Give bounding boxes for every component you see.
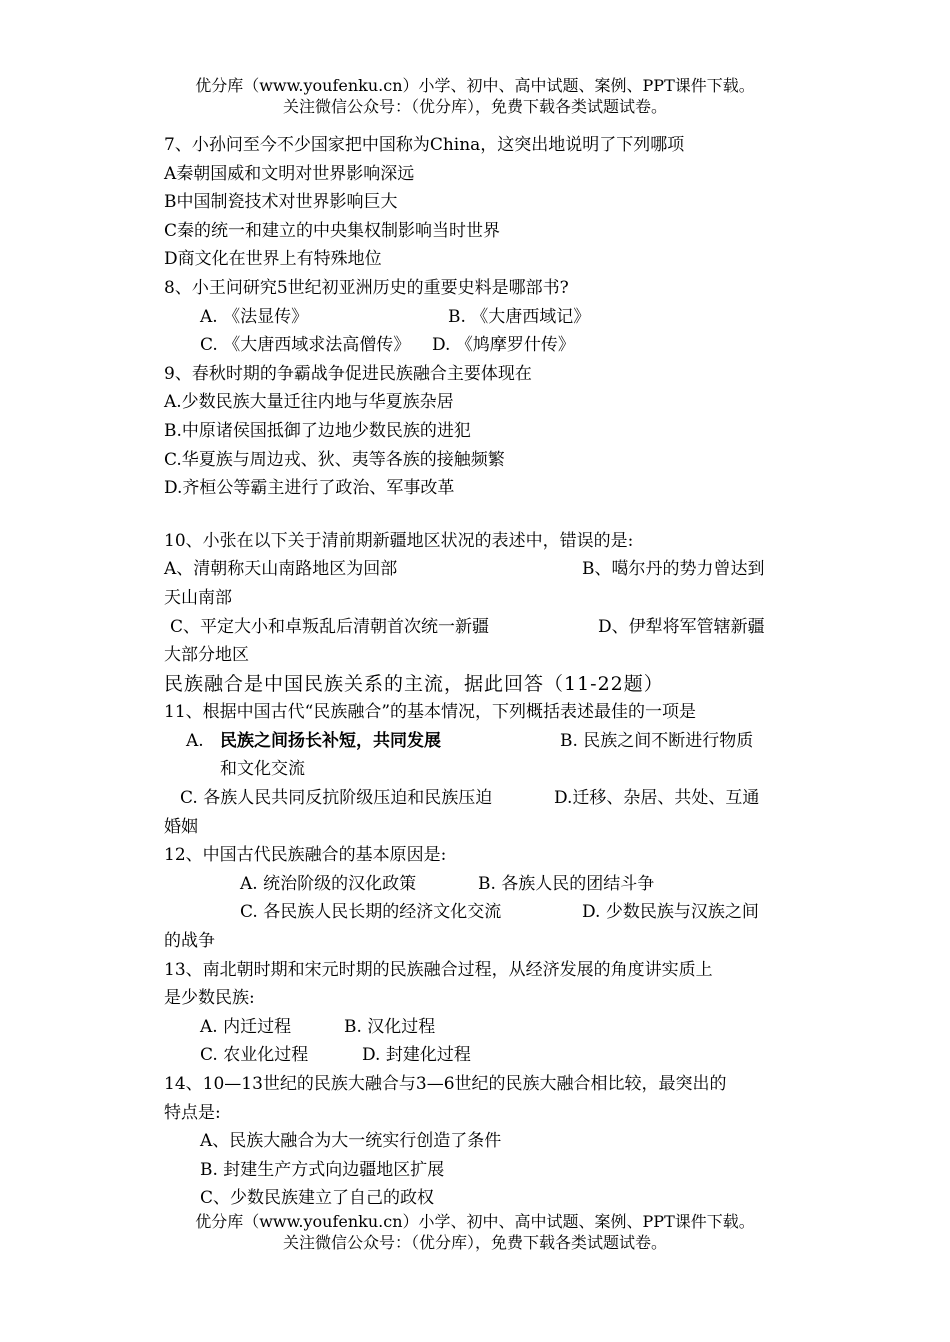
q9-option-c: C.华夏族与周边戎、狄、夷等各族的接触频繁 — [164, 449, 505, 470]
q14-option-b: B. 封建生产方式向边疆地区扩展 — [200, 1159, 445, 1180]
q8-options-row-1 — [164, 303, 790, 332]
q12-option-b: B. 各族人民的团结斗争 — [478, 873, 655, 894]
q8-option-a: A. 《法显传》 — [200, 306, 309, 327]
q12-option-d-continued: 的战争 — [164, 931, 215, 952]
q11-option-b-continued: 和文化交流 — [220, 759, 305, 780]
q10-option-b-continued: 天山南部 — [164, 587, 232, 608]
q14-option-a: A、民族大融合为大一统实行创造了条件 — [200, 1131, 502, 1152]
q10-stem: 10、小张在以下关于清前期新疆地区状况的表述中，错误的是: — [164, 530, 634, 551]
q12-option-d: D. 少数民族与汉族之间 — [582, 902, 759, 923]
q11-option-d-continued: 婚姻 — [164, 816, 198, 837]
q11-options-row-2 — [164, 784, 790, 813]
q11-option-b-continued-row — [164, 755, 790, 784]
q12-option-c: C. 各民族人民长期的经济文化交流 — [240, 902, 502, 923]
q8-stem: 8、小王问研究5世纪初亚洲历史的重要史料是哪部书? — [164, 277, 569, 298]
section-heading: 民族融合是中国民族关系的主流，据此回答（11-22题） — [164, 672, 664, 695]
q7-option-b: B中国制瓷技术对世界影响巨大 — [164, 192, 398, 213]
header-line-1: 优分库（www.youfenku.cn）小学、初中、高中试题、案例、PPT课件下载。 — [195, 76, 755, 95]
q8-option-b: B. 《大唐西域记》 — [448, 306, 591, 327]
q13-options-row-1 — [164, 1013, 790, 1042]
q13-option-d: D. 封建化过程 — [362, 1045, 471, 1066]
footer-line-2: 关注微信公众号：（优分库），免费下载各类试题试卷。 — [282, 1233, 667, 1252]
q14-option-c: C、少数民族建立了自己的政权 — [200, 1188, 435, 1209]
q14-option-c-row — [164, 1184, 790, 1213]
q10-option-b: B、噶尔丹的势力曾达到 — [582, 559, 765, 580]
q11-options-row-1 — [164, 727, 790, 756]
spacer — [164, 503, 790, 527]
q7-stem: 7、小孙问至今不少国家把中国称为China，这突出地说明了下列哪项 — [164, 135, 685, 155]
q11-option-d: D.迁移、杂居、共处、互通 — [554, 788, 760, 809]
q12-options-row-2 — [164, 898, 790, 927]
q8-option-c: C. 《大唐西域求法高僧传》 — [200, 335, 411, 356]
q14-option-a-row — [164, 1127, 790, 1156]
q10-options-row-2 — [164, 613, 790, 642]
q12-option-a: A. 统治阶级的汉化政策 — [240, 873, 417, 894]
q14-stem-line-2: 特点是: — [164, 1102, 221, 1123]
q7-option-d: D商文化在世界上有特殊地位 — [164, 249, 382, 270]
q11-option-b: B. 民族之间不断进行物质 — [560, 730, 754, 751]
question-content — [164, 131, 790, 1213]
q11-option-a-label: A. — [186, 730, 204, 751]
q10-option-d-continued: 大部分地区 — [164, 645, 249, 666]
header-line-2: 关注微信公众号：（优分库），免费下载各类试题试卷。 — [282, 97, 667, 116]
q13-stem-line-1: 13、南北朝时期和宋元时期的民族融合过程，从经济发展的角度讲实质上 — [164, 959, 713, 980]
q13-option-b: B. 汉化过程 — [344, 1016, 436, 1037]
q7-option-a: A秦朝国威和文明对世界影响深远 — [164, 163, 415, 184]
q9-option-b: B.中原诸侯国抵御了边地少数民族的进犯 — [164, 420, 471, 441]
q11-stem: 11、根据中国古代“民族融合”的基本情况，下列概括表述最佳的一项是 — [164, 702, 697, 723]
q10-option-a: A、清朝称天山南路地区为回部 — [164, 559, 398, 580]
q11-option-a-text: 民族之间扬长补短，共同发展 — [220, 730, 441, 751]
q13-option-c: C. 农业化过程 — [200, 1045, 309, 1066]
q10-options-row-1 — [164, 555, 790, 584]
q13-stem-line-2: 是少数民族: — [164, 988, 255, 1009]
q9-option-a: A.少数民族大量迁往内地与华夏族杂居 — [164, 392, 454, 413]
q8-options-row-2 — [164, 331, 790, 360]
q11-option-c: C. 各族人民共同反抗阶级压迫和民族压迫 — [180, 788, 493, 809]
q13-option-a: A. 内迁过程 — [200, 1016, 292, 1037]
q10-option-d: D、伊犁将军管辖新疆 — [598, 616, 765, 637]
q14-stem-line-1: 14、10—13世纪的民族大融合与3—6世纪的民族大融合相比较，最突出的 — [164, 1074, 727, 1094]
footer-line-1: 优分库（www.youfenku.cn）小学、初中、高中试题、案例、PPT课件下载。 — [195, 1212, 755, 1231]
q13-options-row-2 — [164, 1041, 790, 1070]
q8-option-d: D. 《鸠摩罗什传》 — [432, 335, 575, 356]
q12-stem: 12、中国古代民族融合的基本原因是: — [164, 845, 447, 866]
q7-option-c: C秦的统一和建立的中央集权制影响当时世界 — [164, 220, 501, 241]
q14-option-b-row — [164, 1156, 790, 1185]
q12-options-row-1 — [164, 870, 790, 899]
q9-option-d: D.齐桓公等霸主进行了政治、军事改革 — [164, 478, 455, 499]
q9-stem: 9、春秋时期的争霸战争促进民族融合主要体现在 — [164, 363, 532, 384]
q10-option-c: C、平定大小和卓叛乱后清朝首次统一新疆 — [170, 616, 490, 637]
